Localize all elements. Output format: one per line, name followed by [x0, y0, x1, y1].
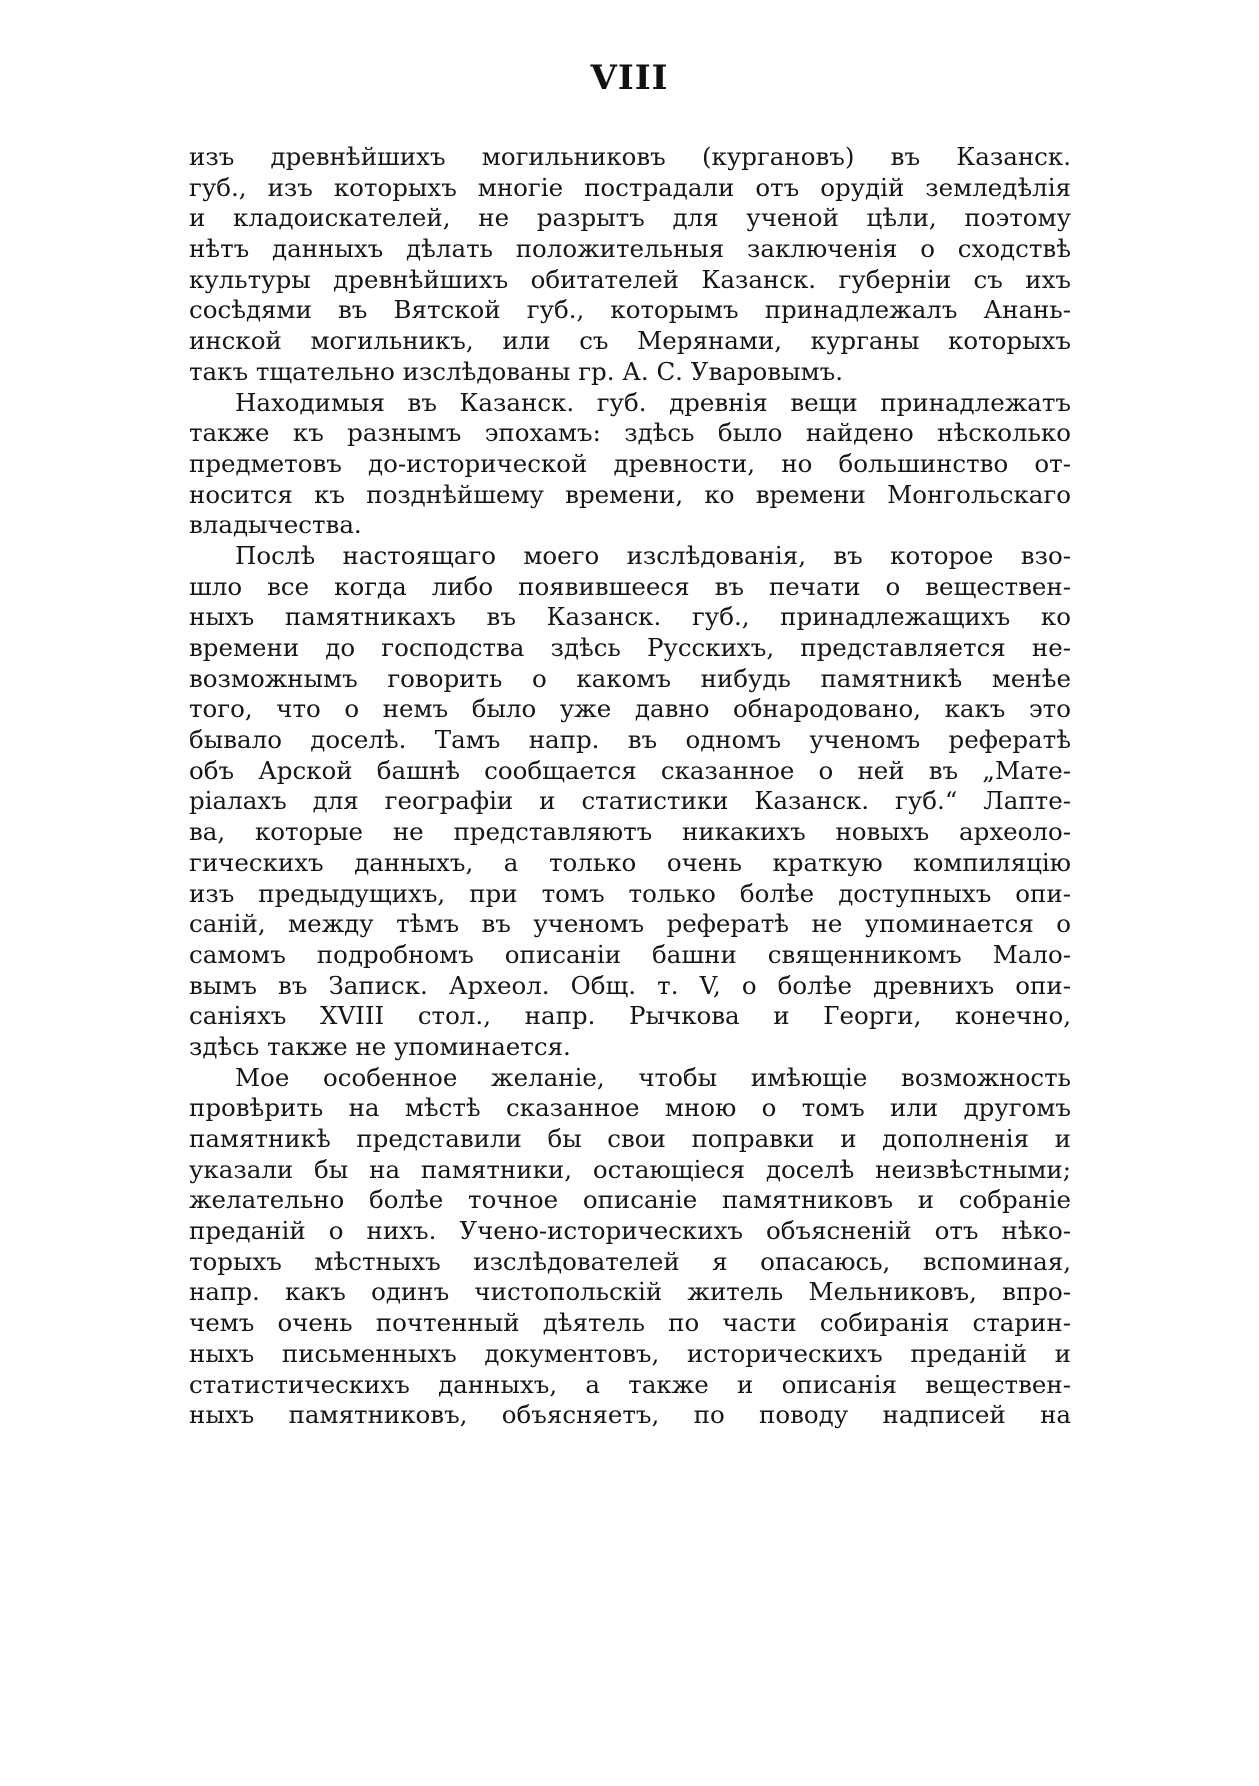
text-line: объ Арской башнѣ сообщается сказанное о ней въ „Мате- [189, 755, 1071, 785]
body-text [189, 142, 1071, 1431]
page-number: VIII [590, 58, 669, 98]
text-line: Послѣ настоящаго моего изслѣдованія, въ которое взо- [235, 540, 1071, 570]
text-line: Находимыя въ Казанск. губ. древнія вещи принадлежатъ [235, 387, 1071, 417]
text-line: шло все когда либо появившееся въ печати о веществен- [189, 571, 1071, 601]
text-line: статистическихъ данныхъ, а также и описанія веществен- [189, 1369, 1071, 1399]
text-line: самомъ подробномъ описаніи башни священникомъ Мало- [189, 939, 1071, 969]
text-line: нѣтъ данныхъ дѣлать положительныя заключенія о сходствѣ [189, 234, 1071, 264]
text-line: того, что о немъ было уже давно обнародовано, какъ это [189, 694, 1071, 724]
text-line: указали бы на памятники, остающіеся доселѣ неизвѣстными; [189, 1154, 1071, 1184]
text-line: саніяхъ XVIII стол., напр. Рычкова и Георги, конечно, [189, 1001, 1071, 1031]
text-line: ріалахъ для географіи и статистики Казанск. губ.“ Лапте- [189, 786, 1071, 816]
text-line: желательно болѣе точное описаніе памятниковъ и собраніе [189, 1185, 1071, 1215]
text-line: вымъ въ Записк. Археол. Общ. т. V, о болѣе древнихъ опи- [189, 970, 1071, 1000]
text-line: памятникѣ представили бы свои поправки и дополненія и [189, 1124, 1071, 1153]
text-line: носится къ позднѣйшему времени, ко времени Монгольскаго [189, 479, 1071, 509]
text-line: времени до господства здѣсь Русскихъ, представляется не- [189, 633, 1071, 662]
text-line: чемъ очень почтенный дѣятель по части собиранія старин- [189, 1308, 1071, 1338]
text-line: также къ разнымъ эпохамъ: здѣсь было найдено нѣсколько [189, 418, 1071, 448]
text-line: саній, между тѣмъ въ ученомъ рефератѣ не упоминается о [189, 909, 1071, 939]
text-line: сосѣдями въ Вятской губ., которымъ принадлежалъ Анань- [189, 295, 1071, 325]
text-line: преданій о нихъ. Учено-историческихъ объясненій отъ нѣко- [189, 1216, 1071, 1246]
text-line: инской могильникъ, или съ Мерянами, курганы которыхъ [189, 326, 1071, 356]
text-line: такъ тщательно изслѣдованы гр. А. С. Уваровымъ. [189, 356, 844, 386]
text-line: предметовъ до-исторической древности, но большинство от- [189, 448, 1071, 478]
text-line: ныхъ письменныхъ документовъ, историческихъ преданій и [189, 1338, 1071, 1368]
text-line: напр. какъ одинъ чистопольскій житель Мельниковъ, впро- [189, 1277, 1071, 1307]
text-line: культуры древнѣйшихъ обитателей Казанск. губерніи съ ихъ [189, 264, 1071, 294]
text-line: торыхъ мѣстныхъ изслѣдователей я опасаюсь, вспоминая, [189, 1246, 1071, 1276]
text-line: губ., изъ которыхъ многіе пострадали отъ орудій земледѣлія [189, 172, 1071, 202]
text-line: здѣсь также не упоминается. [189, 1031, 571, 1061]
text-line: и кладоискателей, не разрытъ для ученой цѣли, поэтому [189, 203, 1071, 233]
text-line: ва, которые не представляютъ никакихъ новыхъ археоло- [189, 817, 1071, 847]
text-line: провѣрить на мѣстѣ сказанное мною о томъ или другомъ [189, 1093, 1071, 1123]
text-line: изъ древнѣйшихъ могильниковъ (кургановъ) въ Казанск. [189, 142, 1071, 171]
text-line: Мое особенное желаніе, чтобы имѣющіе возможность [235, 1062, 1071, 1092]
text-line: изъ предыдущихъ, при томъ только болѣе доступныхъ опи- [189, 878, 1071, 908]
text-line: ныхъ памятниковъ, объясняетъ, по поводу надписей на [189, 1400, 1071, 1430]
text-line: бывало доселѣ. Тамъ напр. въ одномъ ученомъ рефератѣ [189, 725, 1071, 755]
text-line: гическихъ данныхъ, а только очень краткую компиляцію [189, 847, 1071, 877]
text-line: владычества. [189, 510, 362, 540]
text-line: ныхъ памятникахъ въ Казанск. губ., принадлежащихъ ко [189, 602, 1071, 632]
text-line: возможнымъ говорить о какомъ нибудь памятникѣ менѣе [189, 663, 1071, 693]
